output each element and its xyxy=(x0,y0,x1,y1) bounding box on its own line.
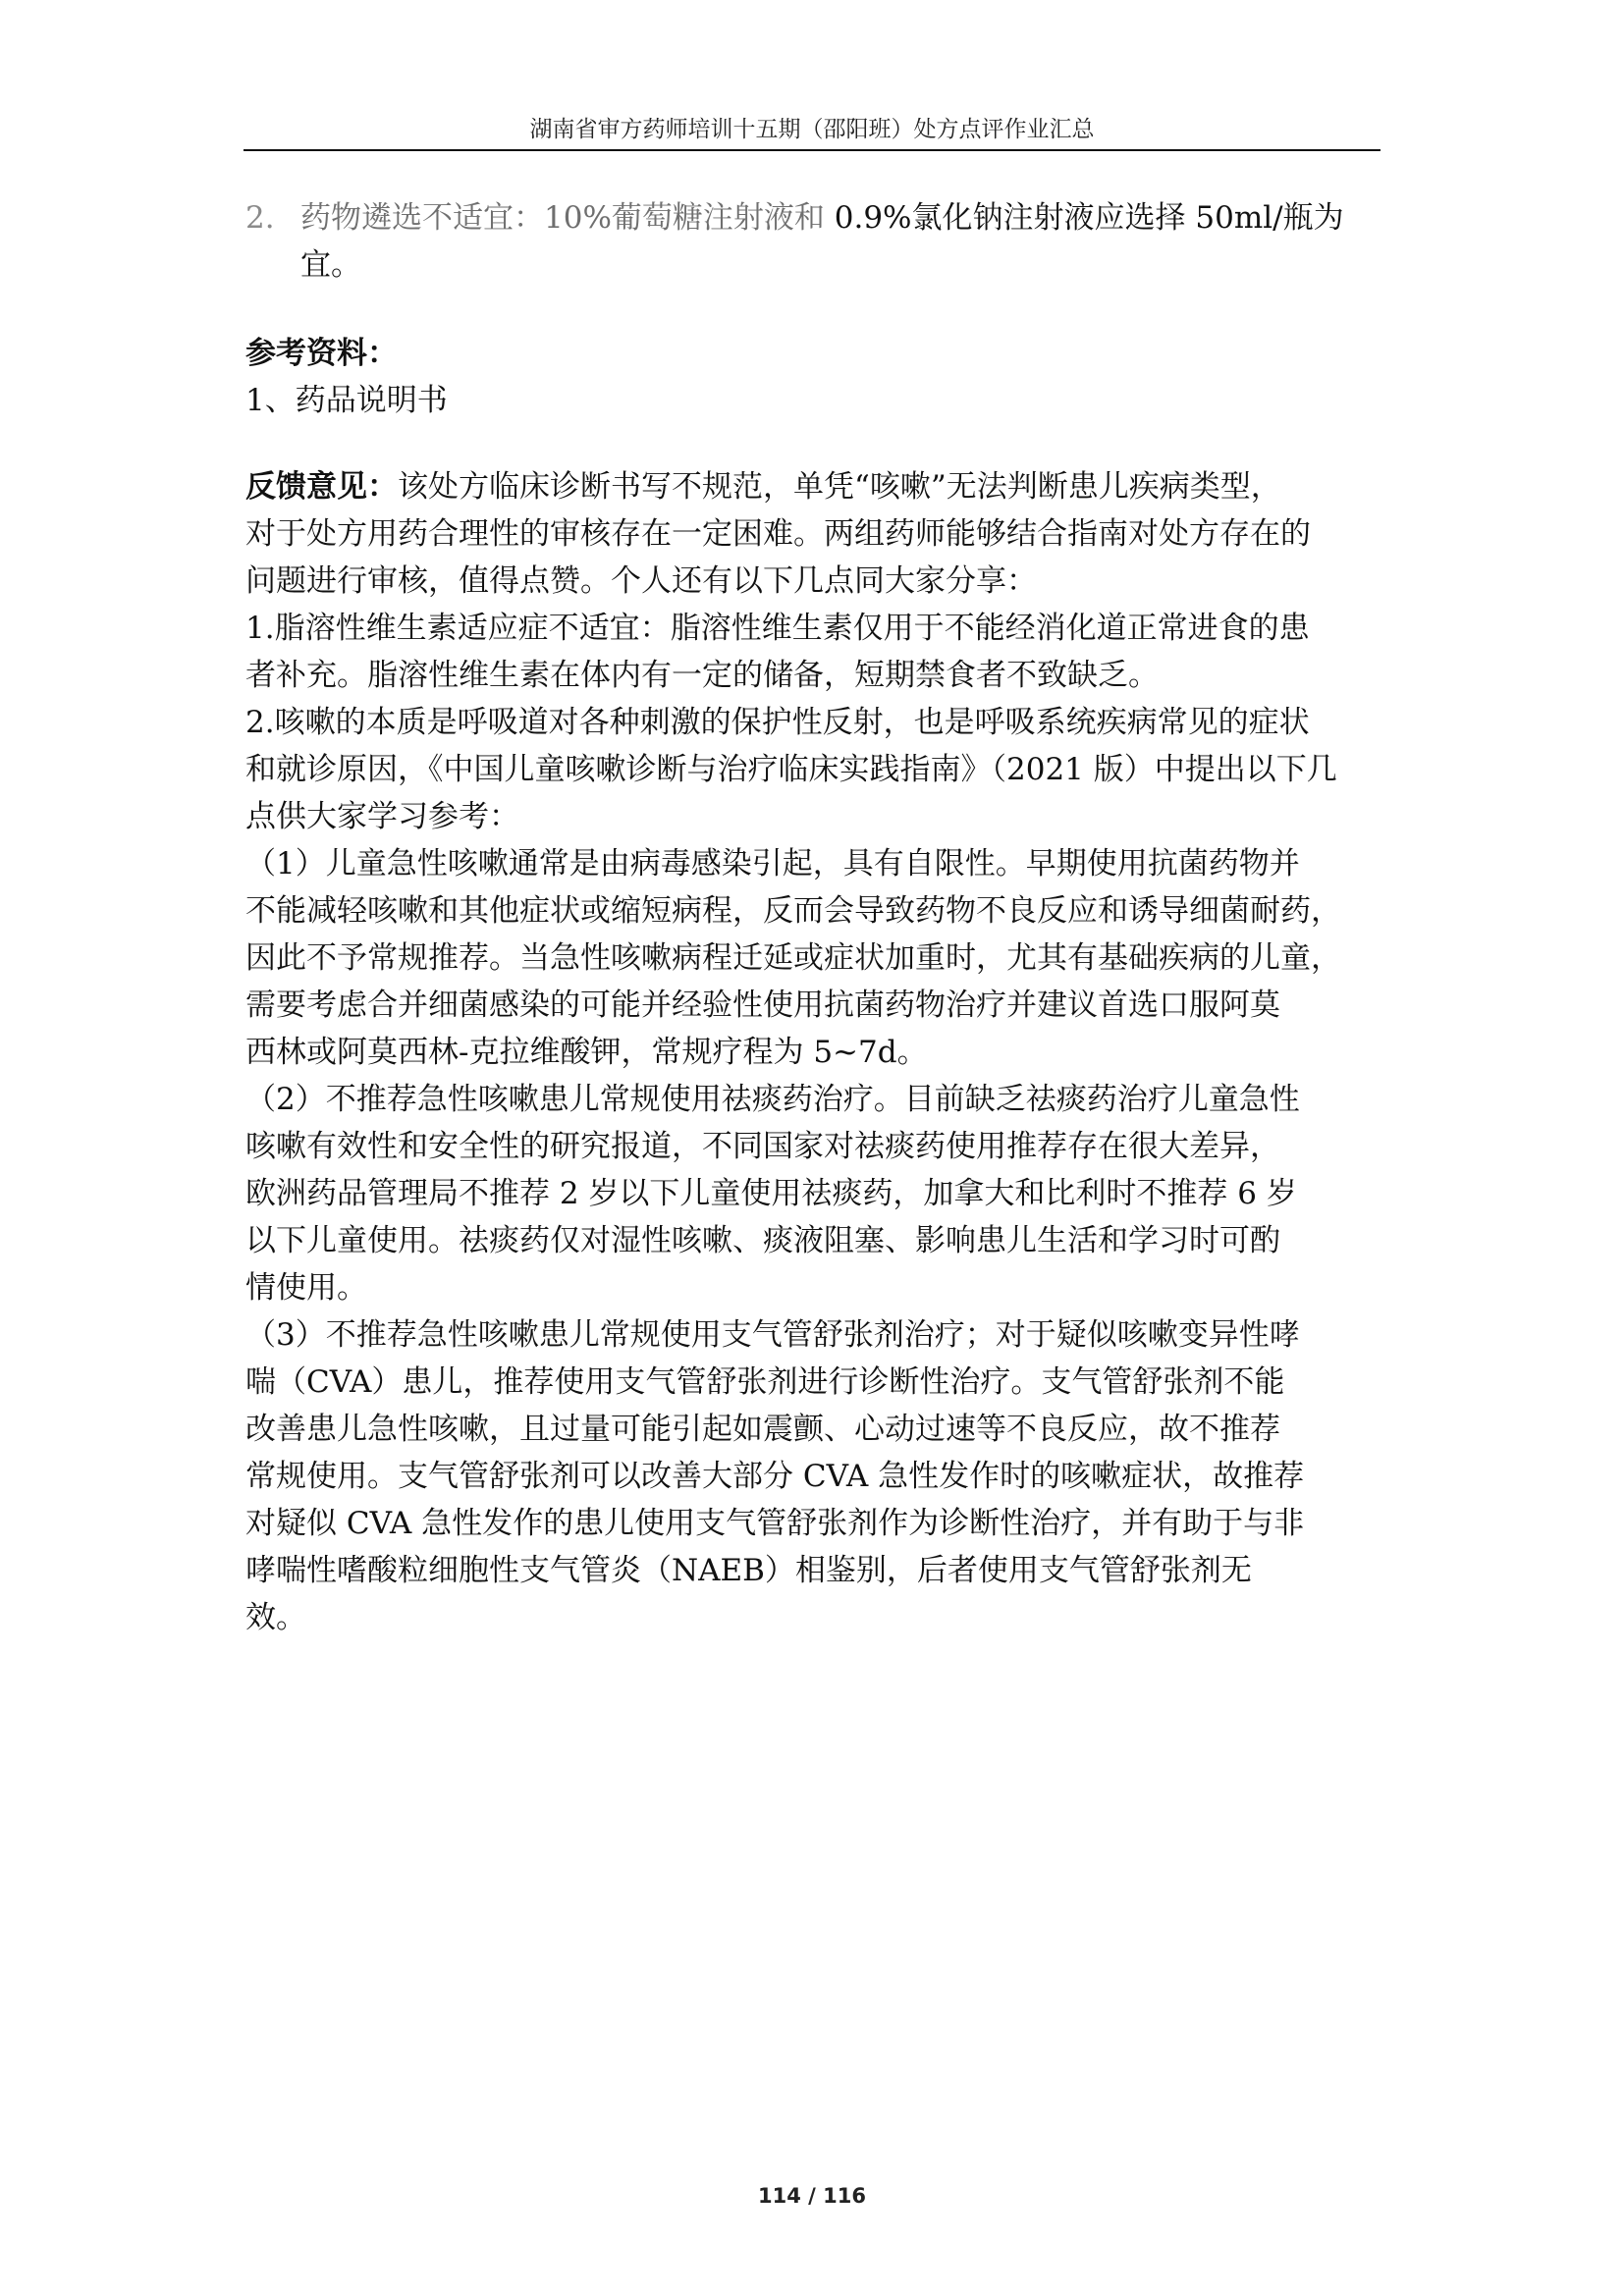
item2-line2: 宜。 xyxy=(300,247,361,283)
list-number: 2. xyxy=(245,200,275,236)
feedback-line: 喘（CVA）患儿，推荐使用支气管舒张剂进行诊断性治疗。支气管舒张剂不能 xyxy=(245,1364,1285,1400)
feedback-line: 常规使用。支气管舒张剂可以改善大部分 CVA 急性发作时的咳嗽症状，故推荐 xyxy=(245,1459,1305,1494)
item2-grey-text: 药物遴选不适宜：10%葡萄糖注射液和 xyxy=(300,200,825,236)
feedback-line: 哮喘性嗜酸粒细胞性支气管炎（NAEB）相鉴别，后者使用支气管舒张剂无 xyxy=(245,1553,1252,1588)
feedback-line: 改善患儿急性咳嗽，且过量可能引起如震颤、心动过速等不良反应，故不推荐 xyxy=(245,1412,1280,1447)
feedback-line: （2）不推荐急性咳嗽患儿常规使用祛痰药治疗。目前缺乏祛痰药治疗儿童急性 xyxy=(245,1082,1300,1117)
feedback-line: 以下儿童使用。祛痰药仅对湿性咳嗽、痰液阻塞、影响患儿生活和学习时可酌 xyxy=(245,1223,1280,1258)
feedback-line: 点供大家学习参考： xyxy=(245,799,519,834)
feedback-line: （3）不推荐急性咳嗽患儿常规使用支气管舒张剂治疗；对于疑似咳嗽变异性哮 xyxy=(245,1317,1300,1353)
running-header: 湖南省审方药师培训十五期（邵阳班）处方点评作业汇总 xyxy=(529,117,1095,142)
feedback-line: 因此不予常规推荐。当急性咳嗽病程迁延或症状加重时，尤其有基础疾病的儿童， xyxy=(245,940,1341,976)
header-divider xyxy=(244,149,1380,151)
feedback-line: 情使用。 xyxy=(245,1270,367,1306)
feedback-line: 不能减轻咳嗽和其他症状或缩短病程，反而会导致药物不良反应和诱导细菌耐药， xyxy=(245,893,1341,929)
feedback-label: 反馈意见： xyxy=(245,469,398,505)
feedback-line: 咳嗽有效性和安全性的研究报道，不同国家对祛痰药使用推荐存在很大差异， xyxy=(245,1129,1280,1164)
feedback-line: （1）儿童急性咳嗽通常是由病毒感染引起，具有自限性。早期使用抗菌药物并 xyxy=(245,846,1300,881)
reference-item: 1、药品说明书 xyxy=(245,383,448,418)
page-number: 114 / 116 xyxy=(758,2184,866,2208)
feedback-line: 和就诊原因，《中国儿童咳嗽诊断与治疗临床实践指南》（2021 版）中提出以下几 xyxy=(245,752,1337,787)
page-body xyxy=(245,194,1404,1641)
feedback-line: 对疑似 CVA 急性发作的患儿使用支气管舒张剂作为诊断性治疗，并有助于与非 xyxy=(245,1506,1305,1541)
feedback-line-0: 反馈意见：该处方临床诊断书写不规范，单凭“咳嗽”无法判断患儿疾病类型， xyxy=(245,469,1281,505)
list-item-2-continued xyxy=(245,241,1404,289)
feedback-line: 2.咳嗽的本质是呼吸道对各种刺激的保护性反射，也是呼吸系统疾病常见的症状 xyxy=(245,705,1310,740)
list-item-2 xyxy=(245,194,1404,241)
feedback-line: 需要考虑合并细菌感染的可能并经验性使用抗菌药物治疗并建议首选口服阿莫 xyxy=(245,988,1280,1023)
feedback-line: 西林或阿莫西林-克拉维酸钾，常规疗程为 5~7d。 xyxy=(245,1035,928,1070)
feedback-line: 欧洲药品管理局不推荐 2 岁以下儿童使用祛痰药，加拿大和比利时不推荐 6 岁 xyxy=(245,1176,1297,1211)
feedback-line: 对于处方用药合理性的审核存在一定困难。两组药师能够结合指南对处方存在的 xyxy=(245,516,1311,552)
feedback-line: 效。 xyxy=(245,1600,306,1635)
feedback-line: 者补充。脂溶性维生素在体内有一定的储备，短期禁食者不致缺乏。 xyxy=(245,658,1159,693)
item2-black-text: 0.9%氯化钠注射液应选择 50ml/瓶为 xyxy=(824,200,1344,236)
references-heading: 参考资料： xyxy=(245,336,398,371)
feedback-line: 1.脂溶性维生素适应症不适宜：脂溶性维生素仅用于不能经消化道正常进食的患 xyxy=(245,611,1310,646)
feedback-line: 问题进行审核，值得点赞。个人还有以下几点同大家分享： xyxy=(245,563,1037,599)
